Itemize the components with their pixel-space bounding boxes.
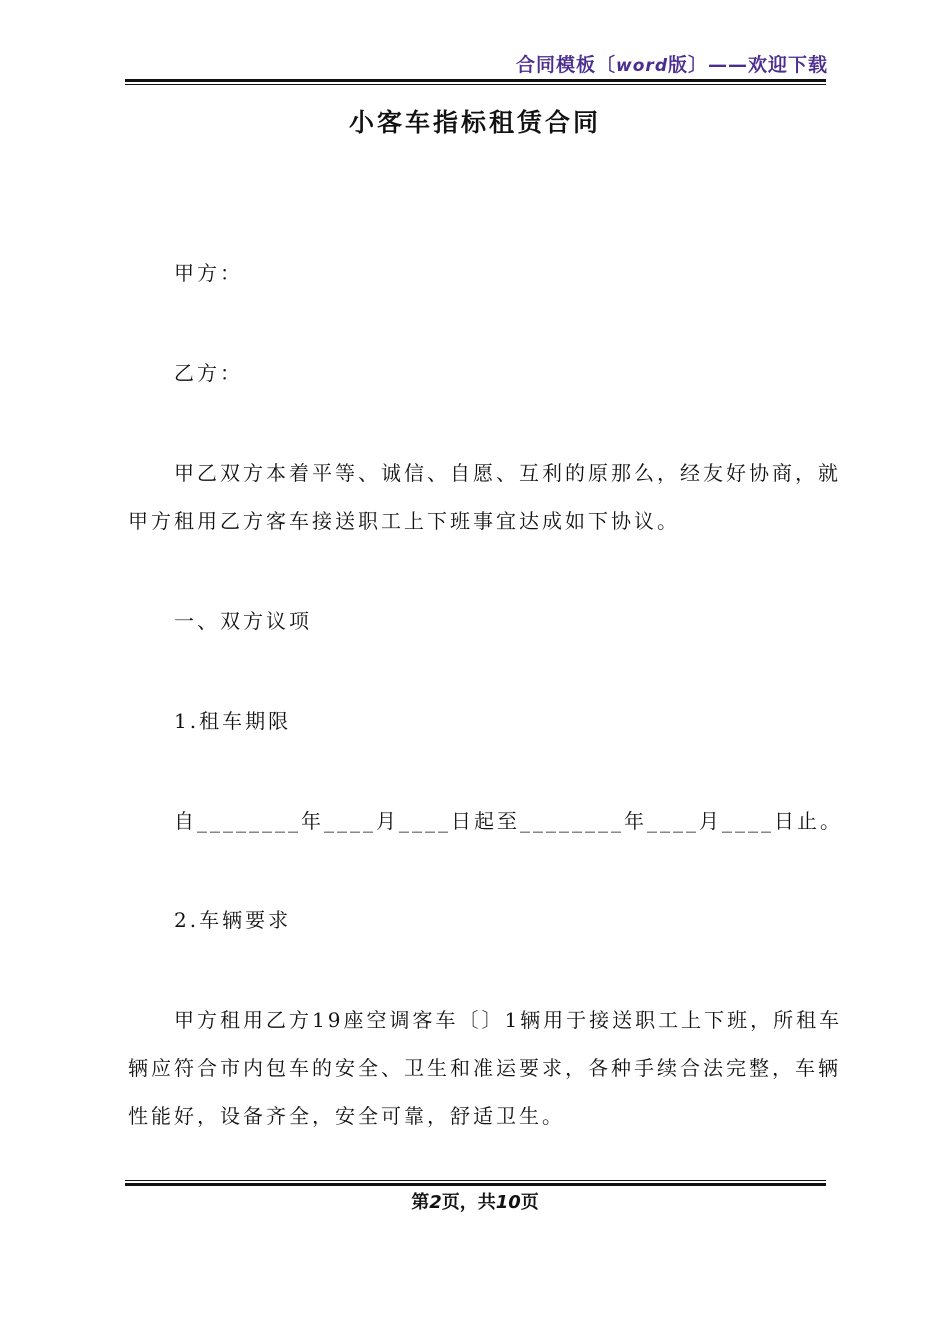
intro-paragraph [128, 449, 841, 545]
header-rule-thick [125, 79, 826, 82]
footer-rule-thin [125, 1180, 826, 1181]
item-2-heading: 2.车辆要求 [174, 908, 292, 932]
item-2-line-2: 辆应符合市内包车的安全、卫生和准运要求，各种手续合法完整，车辆 [128, 1056, 841, 1080]
party-a-label: 甲方： [174, 261, 243, 285]
party-b-label: 乙方： [174, 361, 243, 385]
item-1-heading: 1.租车期限 [174, 709, 292, 733]
item-1-text: 自________年____月____日起至________年____月____日止。 [174, 809, 843, 833]
item-2-paragraph [128, 996, 843, 1140]
footer-total-pages: 10 [495, 1192, 521, 1213]
page-number-footer [0, 1188, 950, 1214]
intro-line-2: 甲方租用乙方客车接送职工上下班事宜达成如下协议。 [128, 509, 680, 533]
header-text-word: word [616, 56, 668, 76]
document-header [516, 50, 828, 77]
footer-page-number: 2 [429, 1192, 442, 1213]
document-title: 小客车指标租赁合同 [348, 108, 601, 137]
header-text-suffix: 版〕——欢迎下载 [667, 54, 828, 76]
footer-suffix: 页 [520, 1192, 539, 1213]
footer-prefix: 第 [411, 1192, 430, 1213]
header-text-prefix: 合同模板〔 [516, 54, 617, 76]
footer-rule-thick [125, 1183, 826, 1186]
intro-line-1: 甲乙双方本着平等、诚信、自愿、互利的原那么，经友好协商，就 [174, 461, 841, 485]
header-rule-thin [125, 84, 826, 85]
section-1-heading: 一、双方议项 [174, 609, 312, 633]
item-2-line-3: 性能好，设备齐全，安全可靠，舒适卫生。 [128, 1104, 565, 1128]
item-2-line-1: 甲方租用乙方19座空调客车〔〕1辆用于接送职工上下班，所租车 [174, 1008, 843, 1032]
footer-mid: 页，共 [441, 1192, 496, 1213]
